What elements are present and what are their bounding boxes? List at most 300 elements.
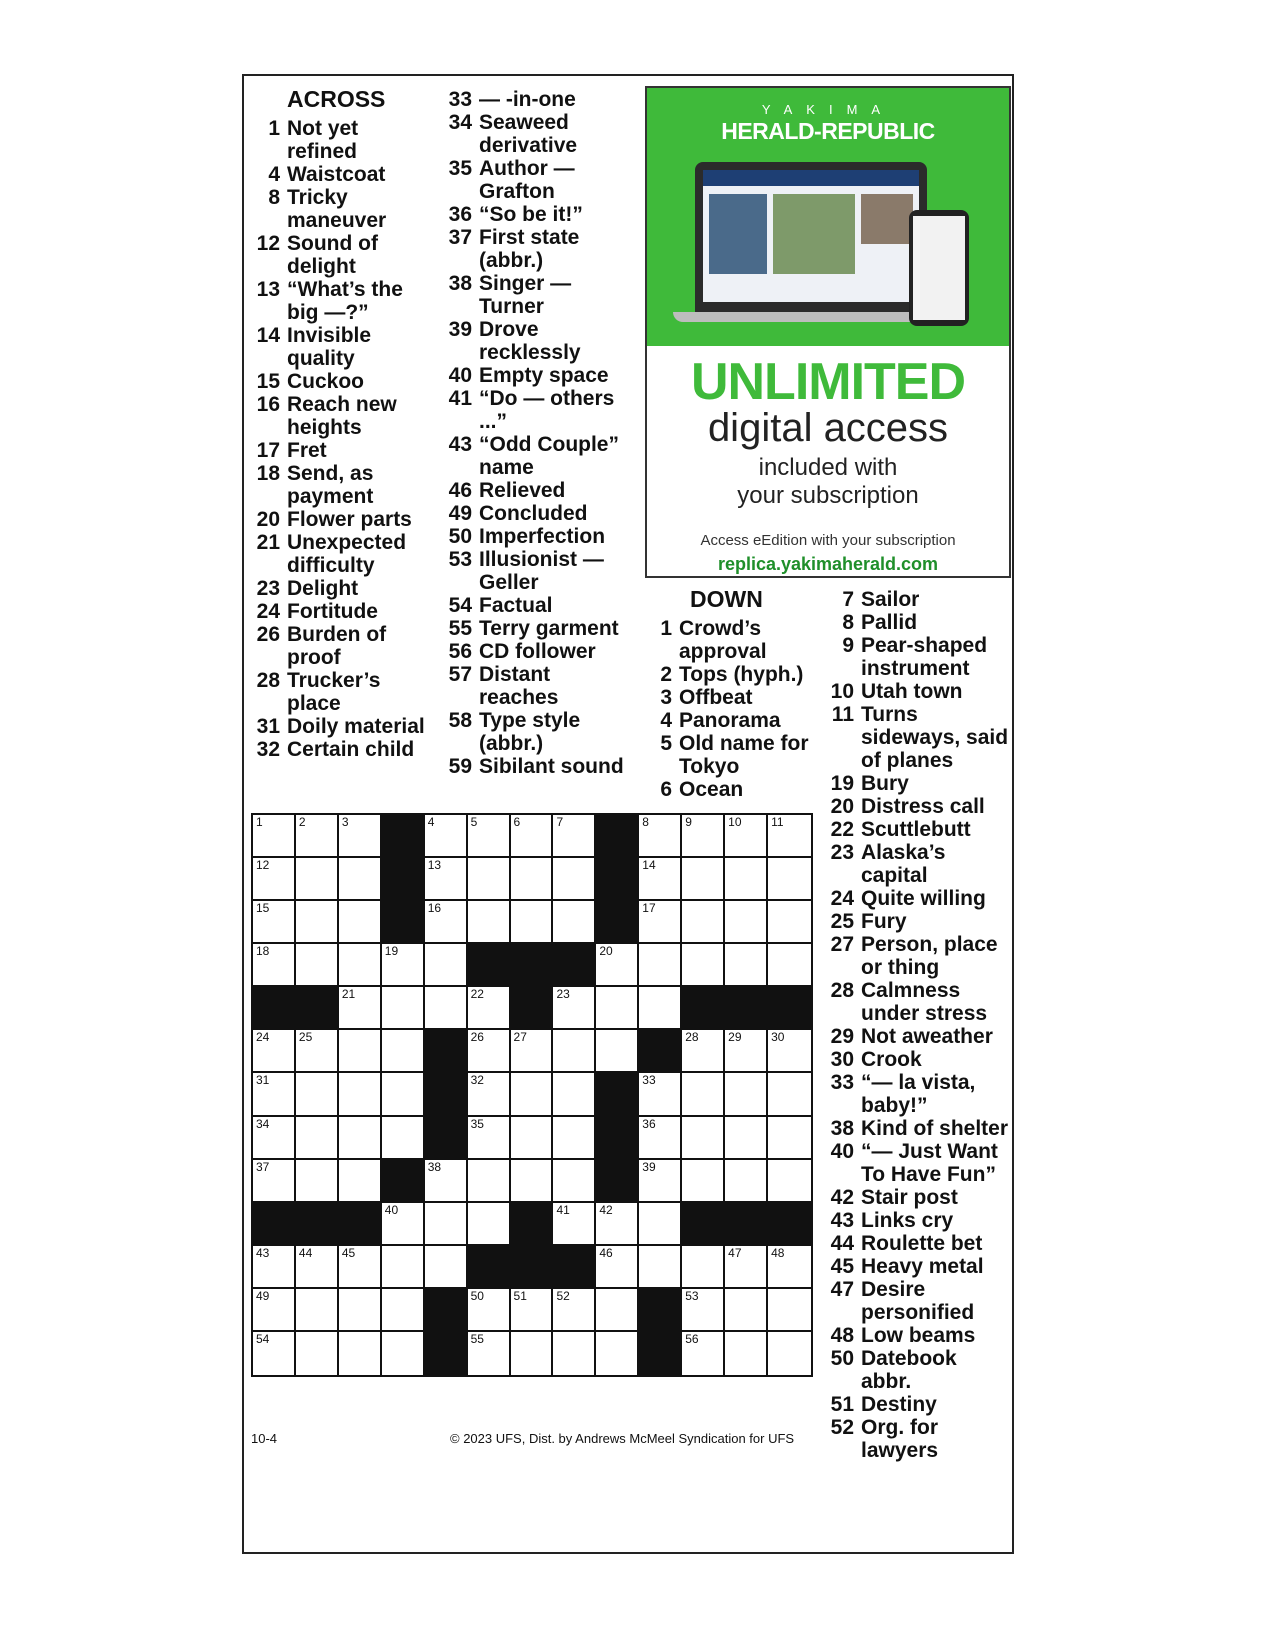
grid-cell[interactable] — [682, 1117, 725, 1160]
cell-number: 40 — [384, 1202, 399, 1217]
clue-number: 9 — [842, 634, 854, 657]
clue-item[interactable] — [822, 611, 1012, 634]
clue-text: Stair post — [861, 1186, 958, 1209]
grid-cell[interactable] — [339, 1073, 382, 1116]
clue-item[interactable] — [822, 841, 1012, 887]
clue-number: 38 — [830, 1117, 854, 1140]
grid-cell[interactable] — [553, 858, 596, 901]
grid-cell[interactable] — [468, 1289, 511, 1332]
grid-cell[interactable] — [768, 1332, 811, 1375]
clue-item[interactable] — [248, 232, 426, 278]
clue-item[interactable] — [248, 623, 426, 669]
grid-cell[interactable] — [725, 1332, 768, 1375]
clue-text: Empty space — [479, 364, 609, 387]
grid-cell[interactable] — [553, 987, 596, 1030]
grid-cell[interactable] — [339, 1289, 382, 1332]
clue-item[interactable] — [640, 709, 815, 732]
grid-cell[interactable] — [639, 1246, 682, 1289]
grid-cell[interactable] — [339, 1332, 382, 1375]
cell-number: 19 — [384, 944, 399, 959]
grid-cell[interactable] — [339, 1246, 382, 1289]
cell-number: 7 — [556, 815, 564, 829]
grid-cell[interactable] — [296, 815, 339, 858]
clue-item[interactable] — [440, 203, 630, 226]
down-clues-column-2 — [822, 588, 1012, 1462]
laptop-base-icon — [673, 312, 949, 322]
clue-item[interactable] — [440, 157, 630, 203]
grid-cell[interactable] — [296, 1160, 339, 1203]
clue-item[interactable] — [440, 594, 630, 617]
black-square — [596, 1160, 639, 1203]
clue-item[interactable] — [822, 1232, 1012, 1255]
clue-text: Utah town — [861, 680, 963, 703]
grid-cell[interactable] — [339, 1160, 382, 1203]
clue-item[interactable] — [822, 703, 1012, 772]
clue-item[interactable] — [640, 686, 815, 709]
clue-item[interactable] — [822, 1416, 1012, 1462]
grid-cell[interactable] — [296, 1073, 339, 1116]
grid-cell[interactable] — [425, 858, 468, 901]
grid-cell[interactable] — [768, 901, 811, 944]
clue-text: Certain child — [287, 738, 415, 761]
clue-item[interactable] — [248, 370, 426, 393]
grid-cell[interactable] — [253, 944, 296, 987]
grid-cell[interactable] — [596, 1030, 639, 1073]
clue-text: Relieved — [479, 479, 566, 502]
clue-text: Reach new heights — [287, 393, 397, 439]
clue-item[interactable] — [822, 1048, 1012, 1071]
cell-number: 20 — [599, 944, 613, 959]
clue-number: 36 — [448, 203, 472, 226]
clue-item[interactable] — [248, 439, 426, 462]
grid-cell[interactable] — [511, 1289, 554, 1332]
black-square — [296, 1203, 339, 1246]
clue-text: Org. for lawyers — [861, 1416, 939, 1462]
clue-item[interactable] — [440, 364, 630, 387]
digital-access-ad[interactable] — [645, 86, 1011, 578]
grid-cell[interactable] — [339, 901, 382, 944]
clue-item[interactable] — [822, 1324, 1012, 1347]
clue-number: 45 — [830, 1255, 854, 1278]
clue-item[interactable] — [248, 117, 426, 163]
grid-cell[interactable] — [768, 815, 811, 858]
grid-cell[interactable] — [553, 1289, 596, 1332]
grid-cell[interactable] — [553, 1160, 596, 1203]
grid-cell[interactable] — [639, 901, 682, 944]
clue-text: “— la vista, baby!” — [861, 1071, 976, 1117]
grid-cell[interactable] — [682, 1246, 725, 1289]
clue-number: 58 — [448, 709, 472, 732]
clue-item[interactable] — [822, 772, 1012, 795]
grid-cell[interactable] — [468, 858, 511, 901]
grid-cell[interactable] — [682, 1073, 725, 1116]
black-square — [725, 987, 768, 1030]
clue-item[interactable] — [248, 669, 426, 715]
grid-cell[interactable] — [553, 1073, 596, 1116]
grid-cell[interactable] — [296, 858, 339, 901]
grid-cell[interactable] — [725, 1246, 768, 1289]
grid-cell[interactable] — [468, 1160, 511, 1203]
grid-cell[interactable] — [682, 901, 725, 944]
clue-item[interactable] — [640, 663, 815, 686]
grid-cell[interactable] — [511, 1073, 554, 1116]
grid-cell[interactable] — [682, 1289, 725, 1332]
grid-cell[interactable] — [511, 1030, 554, 1073]
clue-item[interactable] — [440, 709, 630, 755]
grid-cell[interactable] — [682, 1030, 725, 1073]
grid-cell[interactable] — [425, 944, 468, 987]
ad-included-line-1: included with — [758, 454, 898, 481]
grid-cell[interactable] — [725, 1160, 768, 1203]
grid-cell[interactable] — [768, 944, 811, 987]
grid-cell[interactable] — [682, 1332, 725, 1375]
grid-cell[interactable] — [468, 987, 511, 1030]
grid-cell[interactable] — [382, 944, 425, 987]
clue-text: Trucker’s place — [287, 669, 381, 715]
clue-number: 27 — [830, 933, 854, 956]
black-square — [425, 1117, 468, 1160]
clue-item[interactable] — [440, 525, 630, 548]
clue-text: Turns sideways, said of planes — [861, 703, 1009, 772]
clue-item[interactable] — [248, 393, 426, 439]
grid-cell[interactable] — [553, 1030, 596, 1073]
grid-cell[interactable] — [468, 1073, 511, 1116]
clue-item[interactable] — [440, 548, 630, 594]
clue-item[interactable] — [248, 186, 426, 232]
grid-cell[interactable] — [425, 901, 468, 944]
grid-cell[interactable] — [253, 1073, 296, 1116]
black-square — [468, 1246, 511, 1289]
grid-cell[interactable] — [639, 987, 682, 1030]
clue-item[interactable] — [440, 387, 630, 433]
black-square — [682, 987, 725, 1030]
grid-cell[interactable] — [511, 1332, 554, 1375]
cell-number: 2 — [298, 815, 306, 829]
grid-cell[interactable] — [639, 815, 682, 858]
clue-text: Desire personified — [861, 1278, 975, 1324]
clue-text: Low beams — [861, 1324, 976, 1347]
grid-cell[interactable] — [425, 815, 468, 858]
grid-cell[interactable] — [639, 1203, 682, 1246]
grid-cell[interactable] — [296, 1332, 339, 1375]
clue-item[interactable] — [440, 617, 630, 640]
clue-item[interactable] — [248, 738, 426, 761]
clue-item[interactable] — [822, 979, 1012, 1025]
grid-cell[interactable] — [296, 1289, 339, 1332]
clue-item[interactable] — [640, 778, 815, 801]
clue-item[interactable] — [248, 715, 426, 738]
cell-number: 13 — [427, 858, 442, 873]
clue-number: 17 — [256, 439, 280, 462]
clue-number: 37 — [448, 226, 472, 249]
clue-item[interactable] — [822, 795, 1012, 818]
clue-number: 28 — [256, 669, 280, 692]
grid-cell[interactable] — [553, 1203, 596, 1246]
grid-cell[interactable] — [725, 1289, 768, 1332]
clue-item[interactable] — [822, 933, 1012, 979]
grid-cell[interactable] — [253, 858, 296, 901]
clue-text: Flower parts — [287, 508, 412, 531]
clue-text: Distress call — [861, 795, 985, 818]
cell-number: 44 — [298, 1245, 313, 1260]
clue-item[interactable] — [822, 1255, 1012, 1278]
clue-number: 20 — [830, 795, 854, 818]
clue-item[interactable] — [248, 163, 426, 186]
grid-cell[interactable] — [682, 858, 725, 901]
clue-item[interactable] — [440, 755, 630, 778]
grid-cell[interactable] — [382, 1030, 425, 1073]
grid-cell[interactable] — [468, 1117, 511, 1160]
clue-text: Offbeat — [679, 686, 753, 709]
clue-number: 24 — [830, 887, 854, 910]
grid-cell[interactable] — [339, 1117, 382, 1160]
clue-number: 10 — [830, 680, 854, 703]
clue-number: 51 — [830, 1393, 854, 1416]
clue-number: 43 — [448, 433, 472, 456]
grid-cell[interactable] — [296, 1030, 339, 1073]
clue-item[interactable] — [640, 732, 815, 778]
grid-cell[interactable] — [253, 815, 296, 858]
black-square — [768, 1203, 811, 1246]
clue-text: — -in-one — [479, 88, 576, 111]
grid-cell[interactable] — [768, 1117, 811, 1160]
clue-text: Burden of proof — [287, 623, 387, 669]
clue-item[interactable] — [822, 1347, 1012, 1393]
grid-cell[interactable] — [253, 1332, 296, 1375]
grid-cell[interactable] — [596, 987, 639, 1030]
clue-item[interactable] — [440, 226, 630, 272]
clue-text: Quite willing — [861, 887, 986, 910]
grid-cell[interactable] — [596, 1289, 639, 1332]
cell-number: 8 — [642, 815, 649, 829]
clue-number: 33 — [448, 88, 472, 111]
grid-cell[interactable] — [553, 1117, 596, 1160]
grid-cell[interactable] — [596, 1246, 639, 1289]
cell-number: 4 — [427, 815, 435, 829]
grid-cell[interactable] — [339, 944, 382, 987]
clue-item[interactable] — [440, 433, 630, 479]
clue-item[interactable] — [440, 88, 630, 111]
clue-item[interactable] — [248, 600, 426, 623]
clue-item[interactable] — [822, 1186, 1012, 1209]
grid-cell[interactable] — [725, 1030, 768, 1073]
grid-cell[interactable] — [425, 1246, 468, 1289]
clue-item[interactable] — [822, 818, 1012, 841]
grid-cell[interactable] — [382, 1203, 425, 1246]
clue-item[interactable] — [822, 634, 1012, 680]
clue-text: Sound of delight — [287, 232, 378, 278]
grid-cell[interactable] — [339, 815, 382, 858]
clue-item[interactable] — [440, 663, 630, 709]
clue-item[interactable] — [822, 910, 1012, 933]
cell-number: 49 — [256, 1288, 270, 1303]
clue-item[interactable] — [248, 531, 426, 577]
grid-cell[interactable] — [725, 901, 768, 944]
grid-cell[interactable] — [382, 1117, 425, 1160]
clue-text: Heavy metal — [861, 1255, 984, 1278]
black-square — [468, 944, 511, 987]
grid-cell[interactable] — [468, 1203, 511, 1246]
clue-item[interactable] — [822, 1117, 1012, 1140]
cell-number: 32 — [470, 1073, 484, 1088]
clue-number: 29 — [830, 1025, 854, 1048]
grid-cell[interactable] — [296, 901, 339, 944]
clue-number: 22 — [830, 818, 854, 841]
grid-cell[interactable] — [725, 1073, 768, 1116]
grid-cell[interactable] — [253, 901, 296, 944]
clue-text: “So be it!” — [479, 203, 583, 226]
clue-item[interactable] — [248, 324, 426, 370]
grid-cell[interactable] — [339, 1030, 382, 1073]
clue-text: Sailor — [861, 588, 920, 611]
ad-brand-small: YAKIMA — [761, 102, 895, 117]
grid-cell[interactable] — [382, 1246, 425, 1289]
grid-cell[interactable] — [768, 1289, 811, 1332]
clue-text: Fortitude — [287, 600, 378, 623]
clue-item[interactable] — [440, 640, 630, 663]
cell-number: 15 — [256, 901, 270, 916]
grid-cell[interactable] — [511, 858, 554, 901]
cell-number: 35 — [470, 1116, 484, 1131]
grid-cell[interactable] — [382, 1289, 425, 1332]
clue-number: 56 — [448, 640, 472, 663]
grid-cell[interactable] — [725, 1117, 768, 1160]
grid-cell[interactable] — [725, 815, 768, 858]
cell-number: 9 — [685, 815, 692, 829]
black-square — [382, 901, 425, 944]
cell-number: 50 — [470, 1288, 484, 1303]
grid-cell[interactable] — [253, 1117, 296, 1160]
grid-cell[interactable] — [682, 815, 725, 858]
grid-cell[interactable] — [253, 1246, 296, 1289]
cell-number: 17 — [642, 901, 656, 916]
grid-cell[interactable] — [511, 1160, 554, 1203]
clue-text: “What’s the big —?” — [287, 278, 403, 324]
clue-item[interactable] — [440, 272, 630, 318]
clue-text: Doily material — [287, 715, 425, 738]
grid-cell[interactable] — [639, 1073, 682, 1116]
grid-cell[interactable] — [339, 987, 382, 1030]
clue-item[interactable] — [822, 1209, 1012, 1232]
grid-cell[interactable] — [382, 1332, 425, 1375]
grid-cell[interactable] — [468, 815, 511, 858]
clue-item[interactable] — [440, 502, 630, 525]
clue-number: 30 — [830, 1048, 854, 1071]
grid-cell[interactable] — [425, 1160, 468, 1203]
clue-item[interactable] — [822, 588, 1012, 611]
clue-item[interactable] — [822, 1393, 1012, 1416]
grid-cell[interactable] — [768, 1030, 811, 1073]
clue-number: 33 — [830, 1071, 854, 1094]
clue-number: 43 — [830, 1209, 854, 1232]
grid-cell[interactable] — [639, 944, 682, 987]
cell-number: 22 — [470, 987, 484, 1002]
grid-cell[interactable] — [768, 1073, 811, 1116]
grid-cell[interactable] — [296, 1246, 339, 1289]
grid-cell[interactable] — [596, 944, 639, 987]
clue-item[interactable] — [822, 887, 1012, 910]
clue-text: Destiny — [861, 1393, 937, 1416]
clue-text: CD follower — [479, 640, 596, 663]
clue-item[interactable] — [822, 1278, 1012, 1324]
clue-item[interactable] — [248, 462, 426, 508]
grid-cell[interactable] — [682, 1160, 725, 1203]
grid-cell[interactable] — [596, 1203, 639, 1246]
grid-cell[interactable] — [511, 815, 554, 858]
crossword-grid[interactable] — [251, 813, 813, 1377]
clue-item[interactable] — [440, 111, 630, 157]
clue-number: 21 — [256, 531, 280, 554]
grid-cell[interactable] — [639, 858, 682, 901]
grid-cell[interactable] — [382, 1073, 425, 1116]
grid-cell[interactable] — [768, 1160, 811, 1203]
grid-cell[interactable] — [725, 858, 768, 901]
clue-item[interactable] — [248, 278, 426, 324]
clue-item[interactable] — [640, 617, 815, 663]
grid-cell[interactable] — [296, 1117, 339, 1160]
clue-item[interactable] — [822, 1140, 1012, 1186]
clue-text: Cuckoo — [287, 370, 365, 393]
black-square — [725, 1203, 768, 1246]
grid-cell[interactable] — [511, 1117, 554, 1160]
clue-text: Factual — [479, 594, 553, 617]
grid-cell[interactable] — [425, 987, 468, 1030]
clue-text: Roulette bet — [861, 1232, 983, 1255]
grid-cell[interactable] — [468, 1332, 511, 1375]
grid-cell[interactable] — [768, 858, 811, 901]
clue-text: Concluded — [479, 502, 588, 525]
grid-cell[interactable] — [639, 1117, 682, 1160]
black-square — [425, 1073, 468, 1116]
grid-cell[interactable] — [553, 815, 596, 858]
grid-cell[interactable] — [553, 901, 596, 944]
grid-cell[interactable] — [768, 1246, 811, 1289]
cell-number: 21 — [341, 987, 356, 1002]
grid-cell[interactable] — [553, 1332, 596, 1375]
ad-url-link[interactable]: replica.yakimaherald.com — [717, 554, 939, 574]
grid-cell[interactable] — [253, 1160, 296, 1203]
clue-number: 4 — [660, 709, 672, 732]
clue-item[interactable] — [248, 577, 426, 600]
clue-text: Pallid — [861, 611, 918, 634]
clue-item[interactable] — [822, 1071, 1012, 1117]
grid-cell[interactable] — [468, 901, 511, 944]
grid-cell[interactable] — [725, 944, 768, 987]
grid-cell[interactable] — [253, 1289, 296, 1332]
laptop-icon — [695, 162, 927, 312]
clue-item[interactable] — [822, 1025, 1012, 1048]
grid-cell[interactable] — [682, 944, 725, 987]
clue-item[interactable] — [822, 680, 1012, 703]
grid-cell[interactable] — [296, 944, 339, 987]
clue-text: Send, as payment — [287, 462, 374, 508]
clue-item[interactable] — [440, 479, 630, 502]
grid-cell[interactable] — [339, 858, 382, 901]
grid-cell[interactable] — [468, 1030, 511, 1073]
grid-cell[interactable] — [382, 987, 425, 1030]
grid-cell[interactable] — [425, 1203, 468, 1246]
clue-number: 8 — [268, 186, 280, 209]
grid-cell[interactable] — [639, 1160, 682, 1203]
clue-item[interactable] — [440, 318, 630, 364]
clue-number: 48 — [830, 1324, 854, 1347]
grid-cell[interactable] — [596, 1332, 639, 1375]
grid-cell[interactable] — [253, 1030, 296, 1073]
down-clues-column-1 — [640, 588, 815, 801]
grid-cell[interactable] — [511, 901, 554, 944]
clue-number: 20 — [256, 508, 280, 531]
clue-item[interactable] — [248, 508, 426, 531]
